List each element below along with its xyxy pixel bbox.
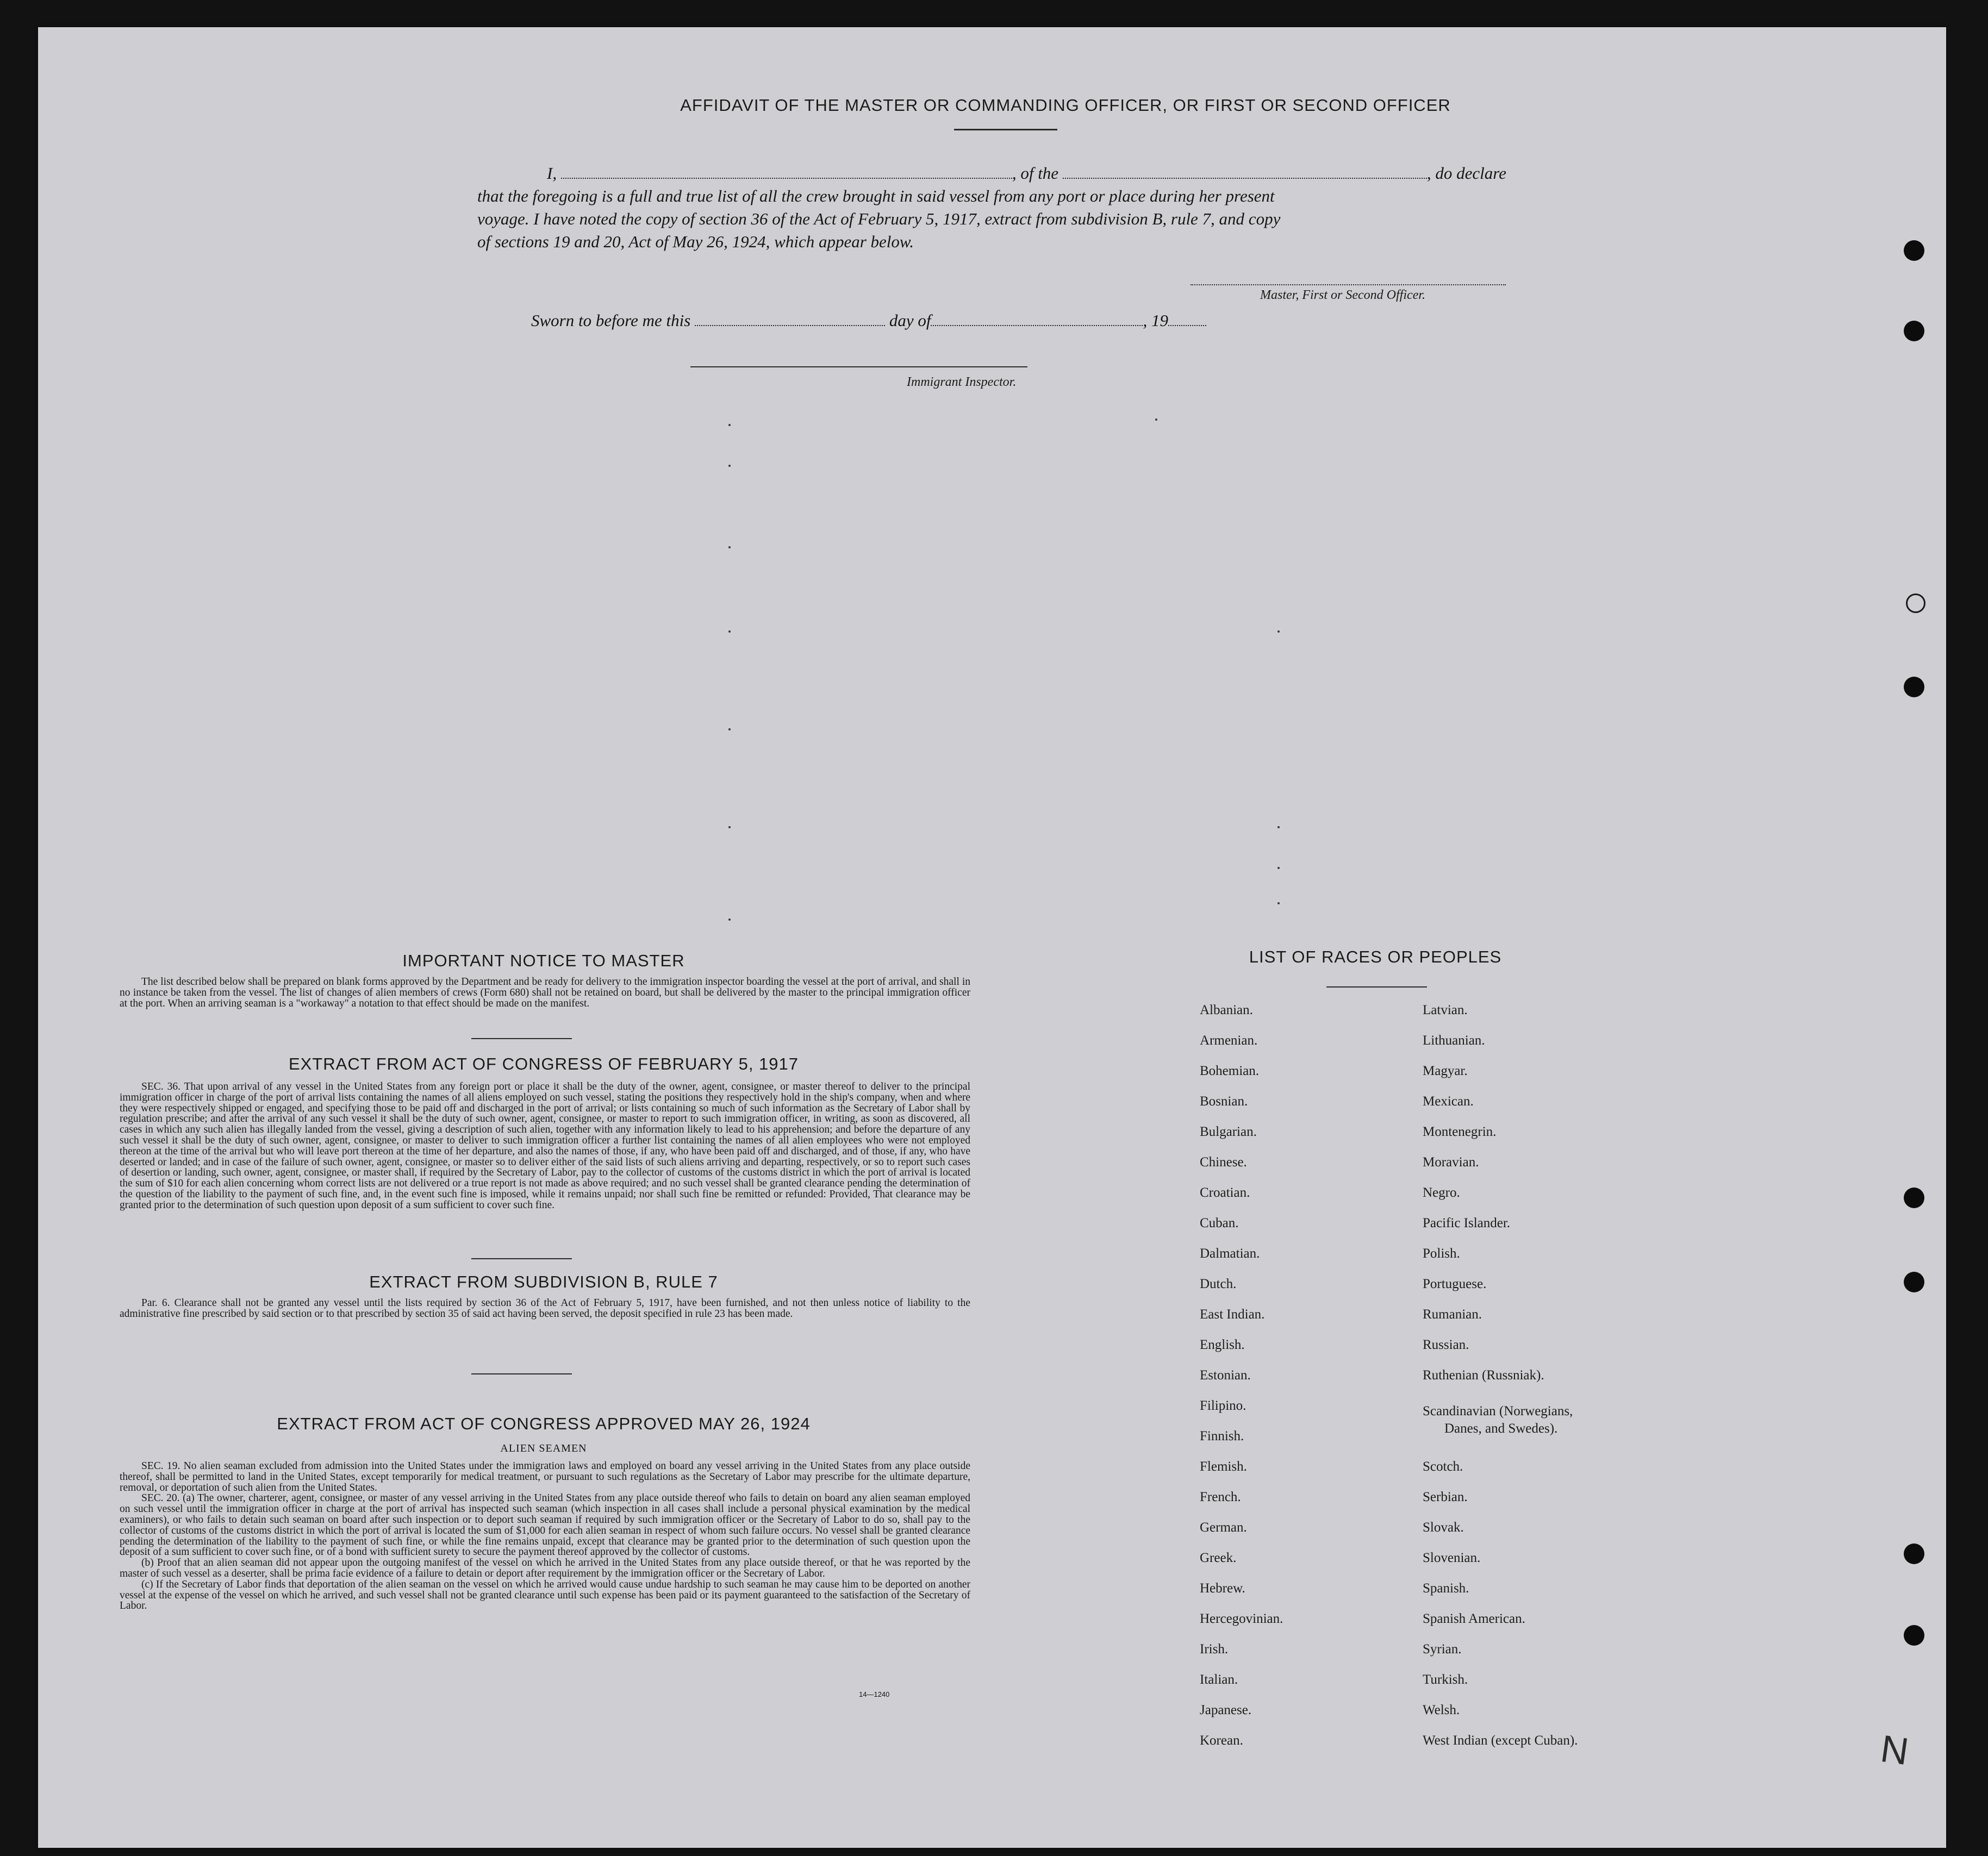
race-item: Filipino. xyxy=(1200,1398,1247,1413)
affidavit-line-3: voyage. I have noted the copy of section 36 of the Act of February 5, 1917, extract from subdivision B, rule 7, and copy xyxy=(477,209,1281,228)
scan-speck xyxy=(1277,867,1280,869)
sworn-day-label: day of xyxy=(889,311,931,330)
race-item: Portuguese. xyxy=(1423,1277,1487,1291)
scan-speck xyxy=(728,918,731,921)
race-item: Scandinavian (Norwegians, xyxy=(1423,1404,1573,1418)
race-item: Bulgarian. xyxy=(1200,1124,1257,1139)
extract-1917-title: EXTRACT FROM ACT OF CONGRESS OF FEBRUARY 5, 1917 xyxy=(288,1054,799,1073)
inspector-label: Immigrant Inspector. xyxy=(907,375,1017,389)
binding-hole xyxy=(1904,1272,1924,1292)
race-item: Latvian. xyxy=(1423,1003,1468,1017)
binding-hole xyxy=(1904,1543,1924,1564)
race-item: Hercegovinian. xyxy=(1200,1611,1283,1626)
extract-1917-paragraph: SEC. 36. That upon arrival of any vessel in the United States from any foreign port or place it shall be the duty of the owner, agent, consignee, or master thereof to deliver to the principal immigration officer in charge of the port of arrival lists containing the names of all aliens employed on such vessel, stating the positions they respectively hold in the ship's company, when and where they were respectively shipped or engaged, and specifying those to be paid off and discharged in the port of arrival; or lists containing so much of such information as the Secretary of Labor shall by regulation prescribe; and after the arrival of any such vessel it shall be the duty of such owner, agent, consignee, or master to report to such immigration officer, in writing, as soon as discovered, all cases in which any such alien has illegally landed from the vessel, giving a description of such alien, together with any information likely to lead to his apprehension; and before the departure of any such vessel it shall be the duty of such owner, agent, consignee, or master to deliver to such immigration officer a further list containing the names of all alien employees who were not employed thereon at the time of the arrival but who will leave port thereon at the time of her departure, and also the names of those, if any, who have been paid off and discharged, and of those, if any, who have deserted or landed; and in case of the failure of such owner, agent, consignee, or master so to deliver either of the said lists of such aliens arriving and departing, respectively, or so to report such cases of desertion or landing, such owner, agent, consignee, or master shall, if required by the Secretary of Labor, pay to the collector of customs of the customs district in which the port of arrival is located the sum of $10 for each alien concerning whom correct lists are not delivered or a true report is not made as above required; and no such vessel shall be granted clearance pending the determination of the question of the liability to the payment of such fine, and, in the event such fine is imposed, while it remains unpaid; nor shall such fine be remitted or refunded: Provided, That clearance may be granted prior to the determination of such question upon deposit of a sum sufficient to cover such fine. xyxy=(120,1081,970,1211)
binding-hole xyxy=(1906,593,1925,613)
race-item: Danes, and Swedes). xyxy=(1444,1421,1558,1436)
form-number: 14—1240 xyxy=(859,1690,890,1698)
scan-speck xyxy=(1277,630,1280,633)
race-item: Spanish. xyxy=(1423,1581,1469,1596)
races-title-rule xyxy=(1326,986,1427,988)
race-item: Serbian. xyxy=(1423,1490,1468,1504)
declarant-name-blank[interactable] xyxy=(561,177,1012,179)
race-item: Mexican. xyxy=(1423,1094,1474,1109)
scan-speck xyxy=(728,728,731,730)
notice-rule xyxy=(471,1038,572,1039)
declare-label: , do declare xyxy=(1426,164,1506,183)
sec-20a-paragraph: SEC. 20. (a) The owner, charterer, agent, consignee, or master of any vessel arriving in the United States from any place outside thereof who fails to detain on board any alien seaman employed on such vessel until the immigration officer in charge at the port of arrival has inspected such seaman (which inspection in all cases shall include a personal physical examination by the medical examiners), or who fails to detain such seaman on board after such inspection or to deport such seaman if required by such immigration officer or the Secretary of Labor to do so, shall pay to the collector of customs of the customs district in which the port of arrival is located the sum of $1,000 for each alien seaman in respect of whom such failure occurs. No vessel shall be granted clearance pending the determination of the liability to the payment of such fine, or while the fine remains unpaid, except that clearance may be granted prior to the determination of such question upon the deposit of a sum sufficient to cover such fine, or of a bond with sufficient surety to secure the payment thereof approved by the collector of customs. xyxy=(120,1492,970,1558)
race-item: Hebrew. xyxy=(1200,1581,1245,1596)
race-item: Russian. xyxy=(1423,1338,1469,1352)
race-item: Dalmatian. xyxy=(1200,1246,1260,1261)
race-item: Pacific Islander. xyxy=(1423,1216,1511,1230)
extract-rule7-rule xyxy=(471,1373,572,1374)
document-sheet xyxy=(38,27,1946,1848)
race-item: Turkish. xyxy=(1423,1672,1468,1687)
extract-1924-text xyxy=(120,1461,970,1611)
extract-rule7-paragraph: Par. 6. Clearance shall not be granted any vessel until the lists required by section 36 of the Act of February 5, 1917, have been furnished, and not then unless notice of liability to the administrative fine prescribed by said section or to that prescribed by section 35 of said act having been served, the deposit specified in rule 23 has been made. xyxy=(120,1297,970,1320)
sworn-line xyxy=(531,311,1206,330)
race-item: English. xyxy=(1200,1338,1245,1352)
race-item: Japanese. xyxy=(1200,1703,1252,1717)
extract-rule7-text xyxy=(120,1298,970,1320)
affidavit-body xyxy=(477,162,1586,253)
affidavit-line-1 xyxy=(477,162,1586,185)
sworn-year-blank[interactable] xyxy=(1168,324,1206,326)
race-item: Negro. xyxy=(1423,1185,1460,1200)
sec-19-paragraph: SEC. 19. No alien seaman excluded from admission into the United States under the immigration laws and employed on board any vessel arriving in the United States from any place outside thereof, shall be permitted to land in the United States, except temporarily for medical treatment, or pursuant to such regulations as the Secretary of Labor may prescribe for the ultimate departure, removal, or deportation of such alien from the United States. xyxy=(120,1460,970,1493)
race-item: Rumanian. xyxy=(1423,1307,1482,1322)
sec-20b-paragraph: (b) Proof that an alien seaman did not appear upon the outgoing manifest of the vessel on which he arrived in the United States from any place outside thereof, or that he was reported by the master of such vessel as a deserter, shall be prima facie evidence of a failure to detain or deport after requirement by the immigration officer or the Secretary of Labor. xyxy=(120,1557,970,1579)
race-item: French. xyxy=(1200,1490,1241,1504)
scan-speck xyxy=(728,546,731,548)
affidavit-title-rule xyxy=(954,129,1057,130)
affidavit-line-4: of sections 19 and 20, Act of May 26, 1924, which appear below. xyxy=(477,232,914,251)
notice-paragraph: The list described below shall be prepared on blank forms approved by the Department and be ready for delivery to the immigration inspector boarding the vessel at the port of arrival, and shall in no instance be taken from the vessel. The list of changes of alien members of crews (Form 680) shall not be retained on board, but shall be delivered by the master to the principal immigration officer at the port. When an arriving seaman is a "workaway" a notation to that effect should be made on the manifest. xyxy=(120,976,970,1009)
race-item: Bohemian. xyxy=(1200,1064,1260,1078)
race-item: Flemish. xyxy=(1200,1459,1247,1474)
race-item: Irish. xyxy=(1200,1642,1229,1657)
race-item: Italian. xyxy=(1200,1672,1238,1687)
inspector-signature-line[interactable] xyxy=(690,366,1027,367)
scan-speck xyxy=(728,424,731,426)
race-item: Finnish. xyxy=(1200,1429,1244,1443)
race-item: Cuban. xyxy=(1200,1216,1239,1230)
scan-speck xyxy=(1155,418,1157,421)
race-item: Lithuanian. xyxy=(1423,1033,1485,1048)
binding-hole xyxy=(1904,321,1924,341)
sworn-year-label: , 19 xyxy=(1143,311,1168,330)
extract-1917-text xyxy=(120,1082,970,1211)
affidavit-line-2: that the foregoing is a full and true list of all the crew brought in said vessel from any port or place during her present xyxy=(477,186,1275,205)
race-item: East Indian. xyxy=(1200,1307,1265,1322)
extract-1917-rule xyxy=(471,1258,572,1259)
scan-speck xyxy=(1277,902,1280,904)
race-item: Estonian. xyxy=(1200,1368,1251,1383)
extract-rule7-title: EXTRACT FROM SUBDIVISION B, RULE 7 xyxy=(369,1272,718,1291)
scan-speck xyxy=(728,630,731,633)
race-item: Welsh. xyxy=(1423,1703,1460,1717)
race-item: Chinese. xyxy=(1200,1155,1247,1170)
race-item: Moravian. xyxy=(1423,1155,1479,1170)
binding-hole xyxy=(1904,1188,1924,1208)
race-item: Ruthenian (Russniak). xyxy=(1423,1368,1544,1383)
race-item: West Indian (except Cuban). xyxy=(1423,1733,1578,1748)
notice-title: IMPORTANT NOTICE TO MASTER xyxy=(402,951,685,970)
declarant-prefix: I, xyxy=(547,164,557,183)
race-item: Korean. xyxy=(1200,1733,1243,1748)
race-item: German. xyxy=(1200,1520,1247,1535)
margin-handwritten-mark: N xyxy=(1878,1727,1911,1773)
race-item: Montenegrin. xyxy=(1423,1124,1497,1139)
binding-hole xyxy=(1904,677,1924,697)
race-item: Greek. xyxy=(1200,1551,1237,1565)
sworn-month-blank[interactable] xyxy=(931,324,1143,326)
vessel-name-blank[interactable] xyxy=(1063,177,1427,179)
of-the-label: , of the xyxy=(1012,164,1059,183)
binding-hole xyxy=(1904,1625,1924,1646)
scan-speck xyxy=(728,826,731,828)
races-title: LIST OF RACES OR PEOPLES xyxy=(1249,947,1502,966)
race-item: Armenian. xyxy=(1200,1033,1258,1048)
race-item: Croatian. xyxy=(1200,1185,1250,1200)
extract-1924-title: EXTRACT FROM ACT OF CONGRESS APPROVED MAY 26, 1924 xyxy=(277,1414,811,1433)
race-item: Syrian. xyxy=(1423,1642,1462,1657)
race-item: Slovak. xyxy=(1423,1520,1464,1535)
race-item: Spanish American. xyxy=(1423,1611,1525,1626)
race-item: Bosnian. xyxy=(1200,1094,1248,1109)
notice-text xyxy=(120,977,970,1009)
scan-speck xyxy=(728,465,731,467)
sworn-day-blank[interactable] xyxy=(695,324,885,326)
sec-20c-paragraph: (c) If the Secretary of Labor finds that deportation of the alien seaman on the vessel on which he arrived would cause undue hardship to such seaman he may cause him to be deported on another vessel at the expense of the vessel on which he arrived, and such vessel shall not be granted clearance until such expense has been paid or its payment guaranteed to the satisfaction of the Secretary of Labor. xyxy=(120,1578,970,1612)
master-signature-line[interactable] xyxy=(1191,284,1506,285)
affidavit-title: AFFIDAVIT OF THE MASTER OR COMMANDING OFFICER, OR FIRST OR SECOND OFFICER xyxy=(680,96,1451,115)
scan-speck xyxy=(1277,826,1280,828)
race-item: Albanian. xyxy=(1200,1003,1253,1017)
race-item: Magyar. xyxy=(1423,1064,1468,1078)
race-item: Scotch. xyxy=(1423,1459,1463,1474)
alien-seamen-subtitle: ALIEN SEAMEN xyxy=(500,1442,587,1454)
race-item: Polish. xyxy=(1423,1246,1460,1261)
race-item: Slovenian. xyxy=(1423,1551,1481,1565)
race-item: Dutch. xyxy=(1200,1277,1237,1291)
binding-hole xyxy=(1904,240,1924,261)
master-signature-label: Master, First or Second Officer. xyxy=(1260,288,1425,302)
sworn-prefix: Sworn to before me this xyxy=(531,311,691,330)
